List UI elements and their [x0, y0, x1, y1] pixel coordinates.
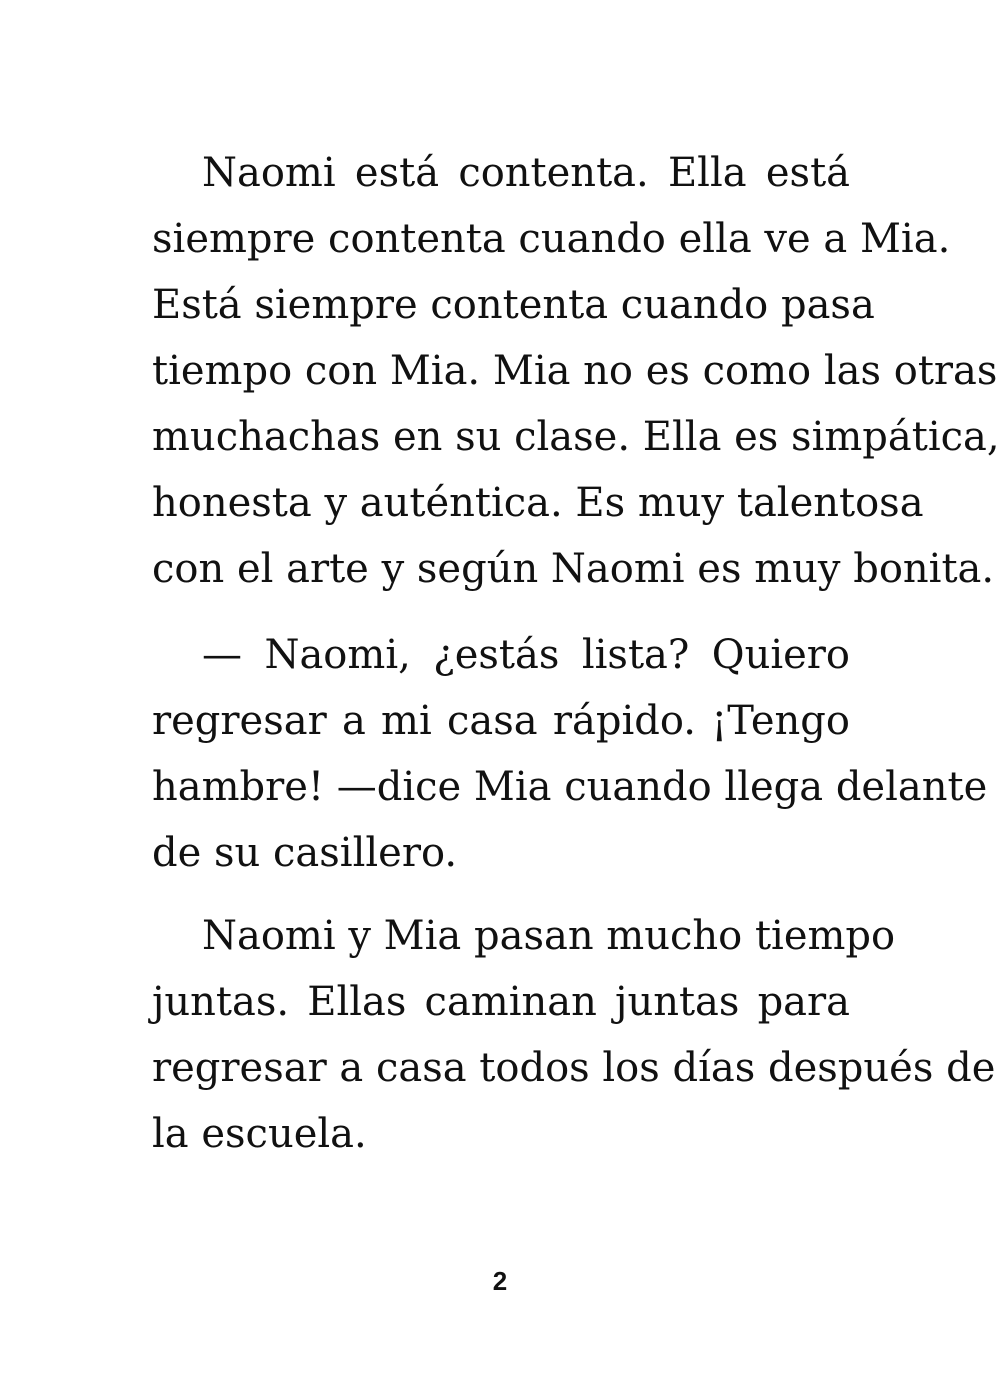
paragraph-line: — Naomi, ¿estás lista? Quiero [202, 632, 850, 678]
paragraph-line: hambre! —dice Mia cuando llega delante [152, 764, 988, 810]
page-number: 2 [492, 1266, 508, 1296]
paragraph-line: siempre contenta cuando ella ve a Mia. [152, 216, 951, 262]
paragraph-line: honesta y auténtica. Es muy talentosa [152, 480, 924, 526]
paragraph-line: regresar a casa todos los días después de [152, 1045, 996, 1091]
paragraph-line: Está siempre contenta cuando pasa [152, 282, 875, 328]
paragraph-1 [152, 140, 1000, 602]
paragraph-line: Naomi y Mia pasan mucho tiempo [202, 913, 896, 959]
paragraph-line: con el arte y según Naomi es muy bonita. [152, 546, 995, 592]
paragraph-line: Naomi está contenta. Ella está [202, 150, 850, 196]
paragraph-line: la escuela. [152, 1111, 367, 1157]
paragraph-2 [152, 622, 988, 886]
paragraph-line: de su casillero. [152, 830, 458, 876]
paragraph-line: tiempo con Mia. Mia no es como las otras [152, 348, 998, 394]
paragraph-line: juntas. Ellas caminan juntas para [152, 979, 850, 1025]
paragraph-line: regresar a mi casa rápido. ¡Tengo [152, 698, 850, 744]
paragraph-line: muchachas en su clase. Ella es simpática, [152, 414, 1000, 460]
paragraph-3 [152, 903, 996, 1167]
